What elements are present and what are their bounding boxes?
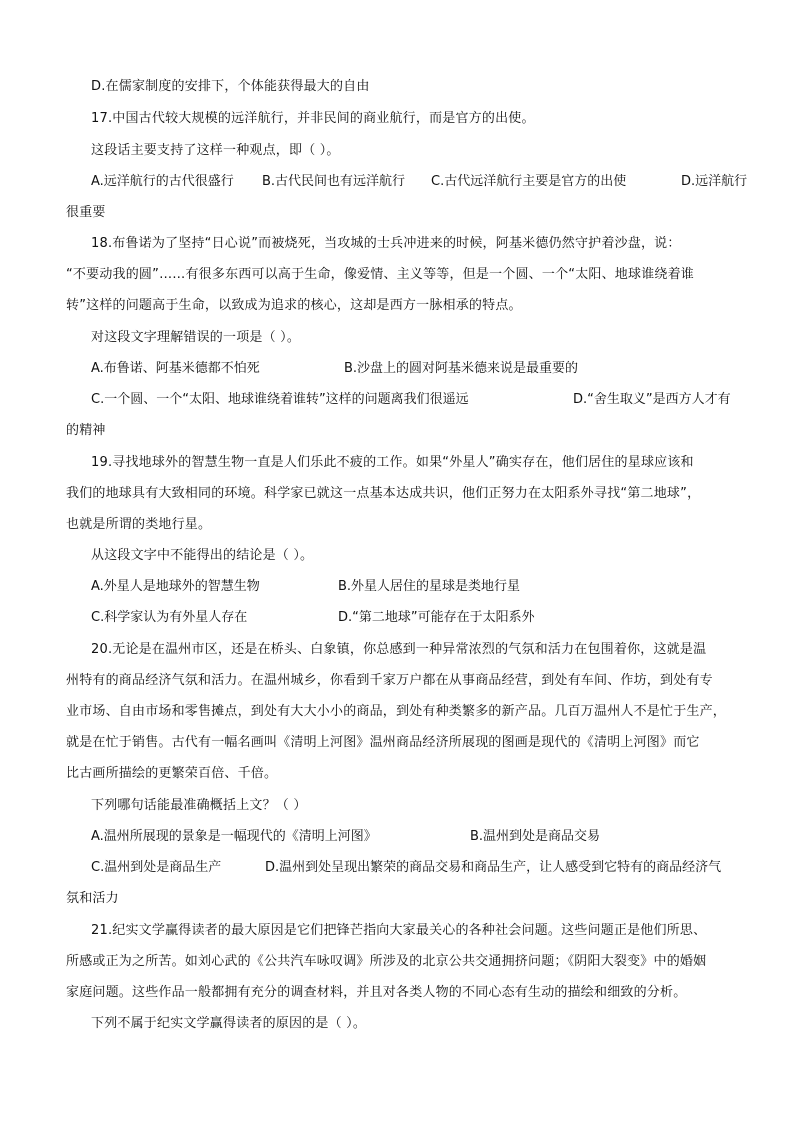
- q18-option-b: B.沙盘上的圆对阿基米德来说是最重要的: [344, 361, 579, 376]
- q20-option-c: C.温州到处是商品生产: [91, 860, 222, 875]
- q17-option-d: D.远洋航行: [681, 174, 748, 189]
- q18-stem-line3: 转”这样的问题高于生命，以致成为追求的核心，这却是西方一脉相承的特点。: [66, 298, 522, 313]
- q19-option-d: D.“第二地球”可能存在于太阳系外: [338, 610, 535, 625]
- q18-option-a: A.布鲁诺、阿基米德都不怕死: [91, 361, 260, 376]
- q17-question: 这段话主要支持了这样一种观点，即（ ）。: [91, 143, 340, 158]
- q19-option-a: A.外星人是地球外的智慧生物: [91, 579, 260, 594]
- q17-stem: 17.中国古代较大规模的远洋航行，并非民间的商业航行，而是官方的出使。: [91, 111, 535, 126]
- q21-question: 下列不属于纪实文学赢得读者的原因的是（ ）。: [91, 1016, 367, 1031]
- q18-option-c: C.一个圆、一个“太阳、地球谁绕着谁转”这样的问题离我们很遥远: [91, 392, 469, 407]
- q20-stem-line5: 比古画所描绘的更繁荣百倍、千倍。: [66, 766, 278, 781]
- q18-question: 对这段文字理解错误的一项是（ ）。: [91, 330, 301, 345]
- q18-stem-line1: 18.布鲁诺为了坚持“日心说”而被烧死，当攻城的士兵冲进来的时候，阿基米德仍然守护着沙盘，说：: [91, 236, 681, 251]
- q20-stem-line1: 20.无论是在温州市区，还是在桥头、白象镇，你总感到一种异常浓烈的气氛和活力在包围着你，这就是温: [91, 642, 707, 657]
- q20-stem-line2: 州特有的商品经济气氛和活力。在温州城乡，你看到千家万户都在从事商品经营，到处有车间、作坊，到处有专: [66, 673, 713, 688]
- q19-option-b: B.外星人居住的星球是类地行星: [338, 579, 521, 594]
- q20-option-a: A.温州所展现的景象是一幅现代的《清明上河图》: [91, 829, 377, 844]
- q20-option-b: B.温州到处是商品交易: [470, 829, 601, 844]
- q17-option-c: C.古代远洋航行主要是官方的出使: [431, 174, 627, 189]
- q18-option-d-continued: 的精神: [66, 423, 106, 438]
- q16-option-d: D.在儒家制度的安排下，个体能获得最大的自由: [91, 79, 370, 94]
- q19-stem-line3: 也就是所谓的类地行星。: [66, 517, 212, 532]
- q20-question: 下列哪句话能最准确概括上文？（ ）: [91, 798, 307, 813]
- q21-stem-line1: 21.纪实文学赢得读者的最大原因是它们把锋芒指向大家最关心的各种社会问题。这些问题正是他们所思、: [91, 923, 707, 938]
- q19-option-c: C.科学家认为有外星人存在: [91, 610, 248, 625]
- q17-option-a: A.远洋航行的古代很盛行: [91, 174, 234, 189]
- q17-option-b: B.古代民间也有远洋航行: [262, 174, 406, 189]
- q19-stem-line2: 我们的地球具有大致相同的环境。科学家已就这一点基本达成共识，他们正努力在太阳系外寻找“第二地球”，: [66, 486, 701, 501]
- q19-stem-line1: 19.寻找地球外的智慧生物一直是人们乐此不疲的工作。如果“外星人”确实存在，他们居住的星球应该和: [91, 455, 694, 470]
- q20-option-d: D.温州到处呈现出繁荣的商品交易和商品生产，让人感受到它特有的商品经济气: [265, 860, 722, 875]
- q21-stem-line3: 家庭问题。这些作品一般都拥有充分的调查材料，并且对各类人物的不同心态有生动的描绘和细致的分析。: [66, 985, 687, 1000]
- q20-option-d-continued: 氛和活力: [66, 891, 119, 906]
- q17-option-d-continued: 很重要: [66, 205, 106, 220]
- q20-stem-line4: 就是在忙于销售。古代有一幅名画叫《清明上河图》温州商品经济所展现的图画是现代的《清明上河图》而它: [66, 735, 700, 750]
- q21-stem-line2: 所感或正为之所苦。如刘心武的《公共汽车咏叹调》所涉及的北京公共交通拥挤问题；《阴阳大裂变》中的婚姻: [66, 954, 707, 969]
- q18-stem-line2: “不要动我的圆”……有很多东西可以高于生命，像爱情、主义等等，但是一个圆、一个“太阳、地球谁绕着谁: [66, 267, 695, 282]
- q20-stem-line3: 业市场、自由市场和零售摊点，到处有大大小小的商品，到处有种类繁多的新产品。几百万温州人不是忙于生产，: [66, 704, 727, 719]
- q18-option-d: D.“舍生取义”是西方人才有: [573, 392, 731, 407]
- q19-question: 从这段文字中不能得出的结论是（ ）。: [91, 548, 314, 563]
